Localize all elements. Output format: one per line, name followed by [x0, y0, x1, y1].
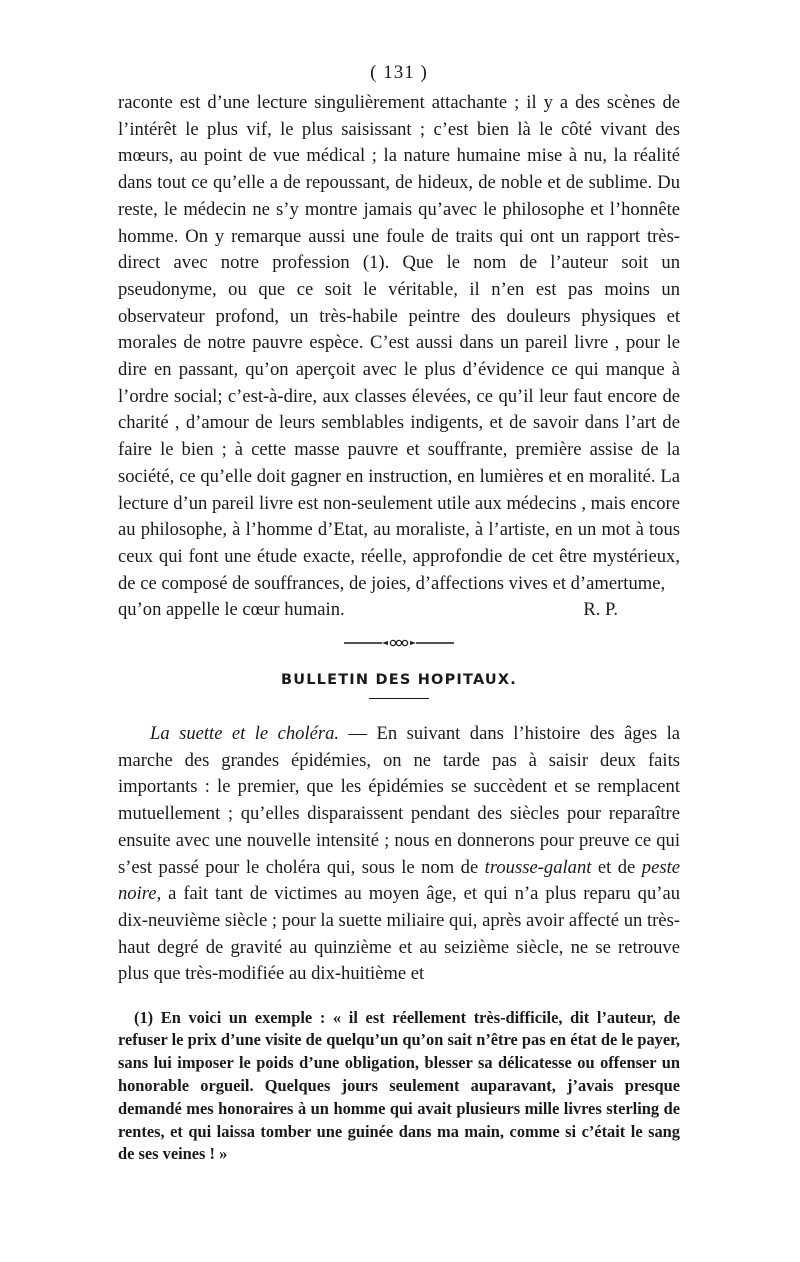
section-title: BULLETIN DES HOPITAUX.	[281, 672, 517, 689]
section-divider-ornament	[118, 626, 680, 660]
section-heading-italic: La suette et le choléra.	[150, 723, 340, 745]
book-page	[118, 58, 680, 1183]
page-number: ( 131 )	[370, 62, 428, 83]
section-paragraph	[118, 721, 680, 988]
term-trousse-galant: trousse-galant	[484, 856, 592, 878]
term-peste-noire: peste noire	[118, 856, 680, 905]
review-closing-line	[118, 597, 680, 624]
section-rest: , a fait tant de victimes au moyen âge, et qui n’a plus reparu qu’au dix-neuvième siècle ; pour la suette miliaire qui, après avoir affecté un très-haut degré de gravité au quinzième et au seizième siècle, ne se retrouve plus que très-modifiée au dix-huitième et	[118, 883, 680, 985]
title-rule	[369, 698, 429, 699]
section-intro: — En suivant dans l’histoire des âges la marche des grandes épidémies, on ne tarde pas à saisir deux faits importants : le premier, que les épidémies se succèdent et se remplacent mutuellement ; qu’elles disparaissent pendant des siècles pour reparaître ensuite avec une nouvelle intensité ; nous en donnerons pour preuve ce qui s’est passé pour le choléra qui, sous le nom de	[118, 723, 680, 878]
review-text	[118, 90, 680, 597]
review-last-line: qu’on appelle le cœur humain.	[118, 599, 345, 621]
author-signature: R. P.	[583, 599, 618, 621]
section-mid: et de	[591, 856, 642, 878]
footnote: (1) En voici un exemple : « il est réellement très-difficile, dit l’auteur, de refuser le prix d’une visite de quelqu’un qu’on sait n’être pas en état de le payer, sans lui imposer le poids d’une obligation, blesser sa délicatesse ou offenser un honorable orgueil. Quelques jours seulement auparavant, j’avais presque demandé mes honoraires à un homme qui avait plusieurs mille livres sterling de rentes, et qui laissa tomber une guinée dans ma main, comme si c’était le sang de ses veines ! »	[118, 1007, 680, 1164]
review-paragraph: raconte est d’une lecture singulièrement attachante ; il y a des scènes de l’intérêt le plus vif, le plus saisissant ; c’est bien là le côté vivant des mœurs, au point de vue médical ; la nature humaine mise à nu, la réalité dans tout ce qu’elle a de repoussant, de hideux, de noble et de sublime. Du reste, le médecin ne s’y montre jamais qu’avec le philosophe et l’honnête homme. On y remarque aussi une foule de traits qui ont un rapport très-direct avec notre profession (1). Que le nom de l’auteur soit un pseudonyme, ou que ce soit le véritable, il n’en est pas moins un observateur profond, un très-habile peintre des douleurs physiques et morales de notre pauvre espèce. C’est aussi dans un pareil livre , pour le dire en passant, qu’on aperçoit avec le plus d’évidence ce qui manque à l’ordre social; c’est-à-dire, aux classes élevées, ce qu’il leur faut encore de charité , d’amour de leurs semblables indigents, et de savoir dans l’art de faire le bien ; à cette masse pauvre et souffrante, première assise de la société, ce qu’elle doit gagner en instruction, en lumières et en moralité. La lecture d’un pareil livre est non-seulement utile aux médecins , mais encore au philosophe, à l’homme d’Etat, au moraliste, à l’artiste, en un mot à tous ceux qui font une étude exacte, réelle, approfondie de cet être mystérieux, de ce composé de souffrances, de joies, d’affections vives et d’amertume,	[118, 92, 680, 594]
